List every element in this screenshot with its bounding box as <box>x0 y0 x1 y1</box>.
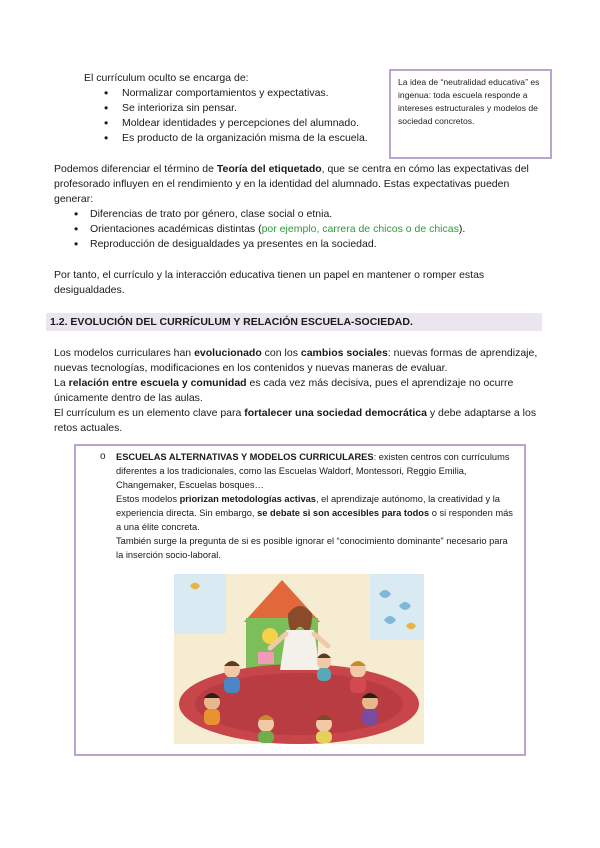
hidden-curriculum-list <box>84 86 384 146</box>
evolution-section <box>54 346 544 436</box>
list-item: • Diferencias de trato por género, clase social o etnia. <box>90 207 544 222</box>
evolution-paragraph-1: Los modelos curriculares han evolucionado con los cambios sociales: nuevas formas de aprendizaje, nuevas tecnologías, modificaciones en los contenidos y nuevas maneras de evaluar. <box>54 347 538 374</box>
list-item: • Es producto de la organización misma de la escuela. <box>122 131 384 146</box>
alternative-schools-question: También surge la pregunta de si es posible ignorar el “conocimiento dominante” necesario para la inserción socio-laboral. <box>116 536 508 560</box>
list-item: • Reproducción de desigualdades ya presentes en la sociedad. <box>90 237 544 252</box>
alternative-schools-methods: Estos modelos priorizan metodologías activas, el aprendizaje autónomo, la creatividad y la experiencia directa. Sin embargo, se debate si son accesibles para todos o si responden más a una élite concreta. <box>116 494 513 532</box>
list-item: • Orientaciones académicas distintas (por ejemplo, carrera de chicos o de chicas). <box>90 222 544 237</box>
example-highlight: por ejemplo, carrera de chicos o de chicas <box>261 223 459 235</box>
list-item: • Normalizar comportamientos y expectativas. <box>122 86 384 101</box>
hidden-curriculum-section <box>84 71 384 146</box>
list-item: • Se interioriza sin pensar. <box>122 101 384 116</box>
list-item: • Moldear identidades y percepciones del alumnado. <box>122 116 384 131</box>
classroom-illustration-icon <box>174 574 424 744</box>
alternative-schools-text <box>116 450 516 562</box>
circle-bullet-icon: o <box>100 451 106 462</box>
section-heading: 1.2. EVOLUCIÓN DEL CURRÍCULUM Y RELACIÓN ESCUELA-SOCIEDAD. <box>46 313 542 331</box>
evolution-paragraph-3: El currículum es un elemento clave para fortalecer una sociedad democrática y debe adaptarse a los retos actuales. <box>54 407 537 434</box>
labeling-theory-term: Teoría del etiquetado <box>216 163 322 175</box>
labeling-effects-list <box>54 207 544 252</box>
labeling-theory-section <box>54 162 544 252</box>
labeling-theory-paragraph: Podemos diferenciar el término de Teoría del etiquetado, que se centra en cómo las expectativas del profesorado influyen en el rendimiento y en la identidad del alumnado. Estas expectativas pueden generar: <box>54 163 529 205</box>
evolution-paragraph-2: La relación entre escuela y comunidad es cada vez más decisiva, pues el aprendizaje no ocurre únicamente dentro de las aulas. <box>54 377 514 404</box>
conclusion-paragraph: Por tanto, el currículo y la interacción educativa tienen un papel en mantener o romper estas desigualdades. <box>54 269 485 296</box>
neutrality-note-box: La idea de “neutralidad educativa” es ingenua: toda escuela responde a intereses estructurales y modelos de sociedad concretos. <box>389 69 552 159</box>
alternative-schools-intro: ESCUELAS ALTERNATIVAS Y MODELOS CURRICULARES: existen centros con currículums diferentes a los tradicionales, como las Escuelas Waldorf, Montessori, Reggio Emilia, Changemaker, Escuelas bosques… <box>116 452 510 490</box>
hidden-curriculum-lead: El currículum oculto se encarga de: <box>84 72 249 84</box>
